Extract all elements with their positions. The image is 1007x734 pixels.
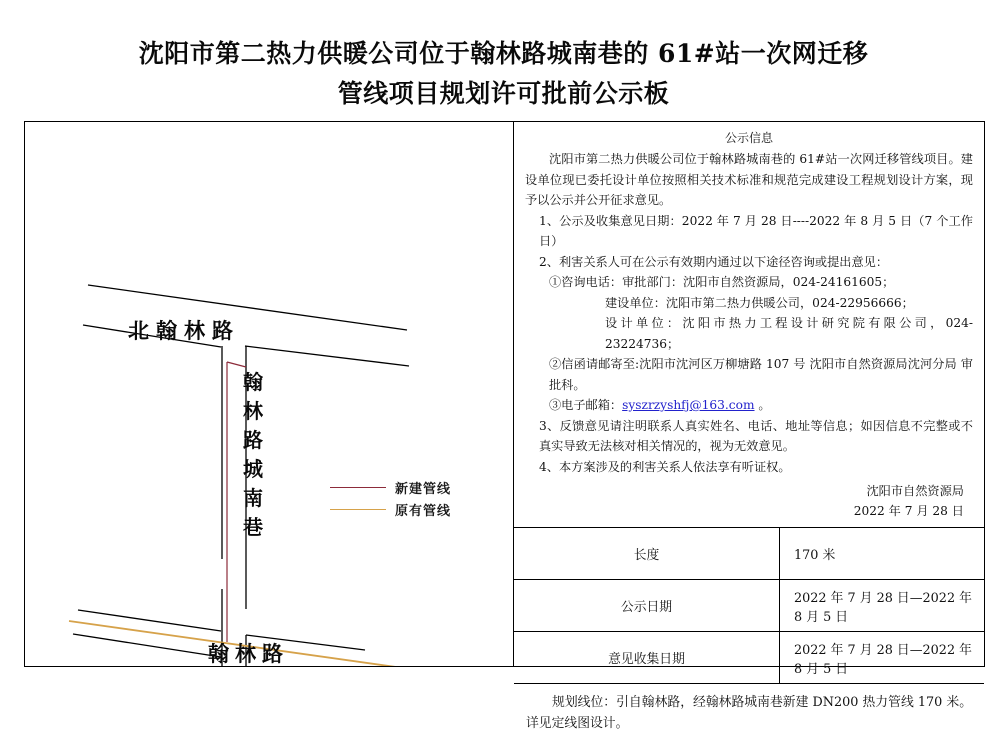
legend-label-existing-pipeline: 原有管线 xyxy=(395,503,452,519)
signature-organization: 沈阳市自然资源局 xyxy=(866,484,964,498)
map-legend xyxy=(330,476,475,520)
legend-item-existing-pipeline xyxy=(330,498,475,520)
notice-intro-paragraph: 沈阳市第二热力供暖公司位于翰林路城南巷的 61#站一次网迁移管线项目。建设单位现已委托设计单位按照相关技术标准和规范完成建设工程规划设计方案，现予以公示并公开征求意见。 xyxy=(525,152,973,207)
map-label-hanlin-alley-char: 翰 xyxy=(243,370,263,394)
page-title-line-2: 管线项目规划许可批前公示板 xyxy=(337,79,670,108)
notice-item-2: 2、利害关系人可在公示有效期内通过以下途径咨询或提出意见： xyxy=(539,254,889,269)
notice-info-panel xyxy=(514,122,984,731)
table-row-label: 公示日期 xyxy=(514,580,780,631)
notice-email-suffix: 。 xyxy=(754,398,771,412)
table-row xyxy=(514,632,984,684)
notice-contact-phone-approval: ①咨询电话：审批部门：沈阳市自然资源局，024-24161605； xyxy=(549,275,895,289)
site-map-panel xyxy=(25,122,514,666)
site-map-drawing xyxy=(25,122,513,666)
notice-contact-phone-designer: 设计单位：沈阳市热力工程设计研究院有限公司，024-23224736； xyxy=(605,316,973,351)
legend-label-new-pipeline: 新建管线 xyxy=(395,481,452,497)
notice-text-body xyxy=(514,122,984,521)
notice-item-4: 4、本方案涉及的利害关系人依法享有听证权。 xyxy=(539,459,791,474)
notice-email-link[interactable]: syszrzyshfj@163.com xyxy=(622,398,755,412)
legend-swatch-new-pipeline xyxy=(330,487,386,488)
table-row-value: 170 米 xyxy=(794,548,836,563)
table-footnote: 规划线位：引自翰林路，经翰林路城南巷新建 DN200 热力管线 170 米。详见定线图设计。 xyxy=(526,695,972,731)
table-row-value: 2022 年 7 月 28 日—2022 年 8 月 5 日 xyxy=(794,642,972,677)
map-label-hanlin-alley-char: 林 xyxy=(243,399,263,423)
table-row-value: 2022 年 7 月 28 日—2022 年 8 月 5 日 xyxy=(794,590,972,625)
notice-item-1: 1、公示及收集意见日期：2022 年 7 月 28 日----2022 年 8 月 5 日（7 个工作日） xyxy=(539,213,973,248)
map-label-hanlin-alley xyxy=(241,368,265,542)
legend-item-new-pipeline xyxy=(330,476,475,498)
notice-signature xyxy=(525,481,973,521)
notice-email-prefix: ③电子邮箱： xyxy=(549,398,623,412)
page-title-line-1: 沈阳市第二热力供暖公司位于翰林路城南巷的 61#站一次网迁移 xyxy=(138,39,869,68)
table-row-label: 长度 xyxy=(514,528,780,579)
notice-heading: 公示信息 xyxy=(724,131,773,145)
legend-swatch-existing-pipeline xyxy=(330,509,386,510)
project-details-table xyxy=(514,527,984,734)
notice-contact-mail-address: ②信函请邮寄至:沈阳市沈河区万柳塘路 107 号 沈阳市自然资源局沈河分局 审批科。 xyxy=(549,357,973,392)
notice-board-frame xyxy=(24,121,985,731)
map-label-hanlin-alley-char: 城 xyxy=(243,457,263,481)
map-label-hanlin-alley-char: 巷 xyxy=(243,515,263,539)
map-label-hanlin-road: 翰林路 xyxy=(208,641,289,666)
table-row xyxy=(514,528,984,580)
page-title xyxy=(0,34,1007,114)
notice-contact-phone-builder: 建设单位：沈阳市第二热力供暖公司，024-22956666； xyxy=(605,295,914,310)
table-row-label: 意见收集日期 xyxy=(514,632,780,683)
map-label-north-hanlin-road: 北翰林路 xyxy=(128,318,240,343)
notice-contact-email-line xyxy=(525,395,973,416)
signature-date: 2022 年 7 月 28 日 xyxy=(853,504,964,518)
map-label-hanlin-alley-char: 路 xyxy=(243,428,263,452)
notice-item-3: 3、反馈意见请注明联系人真实姓名、电话、地址等信息；如因信息不完整或不真实导致无法核对相关情况的，视为无效意见。 xyxy=(539,418,973,453)
table-row xyxy=(514,580,984,632)
map-label-hanlin-alley-char: 南 xyxy=(243,486,263,510)
